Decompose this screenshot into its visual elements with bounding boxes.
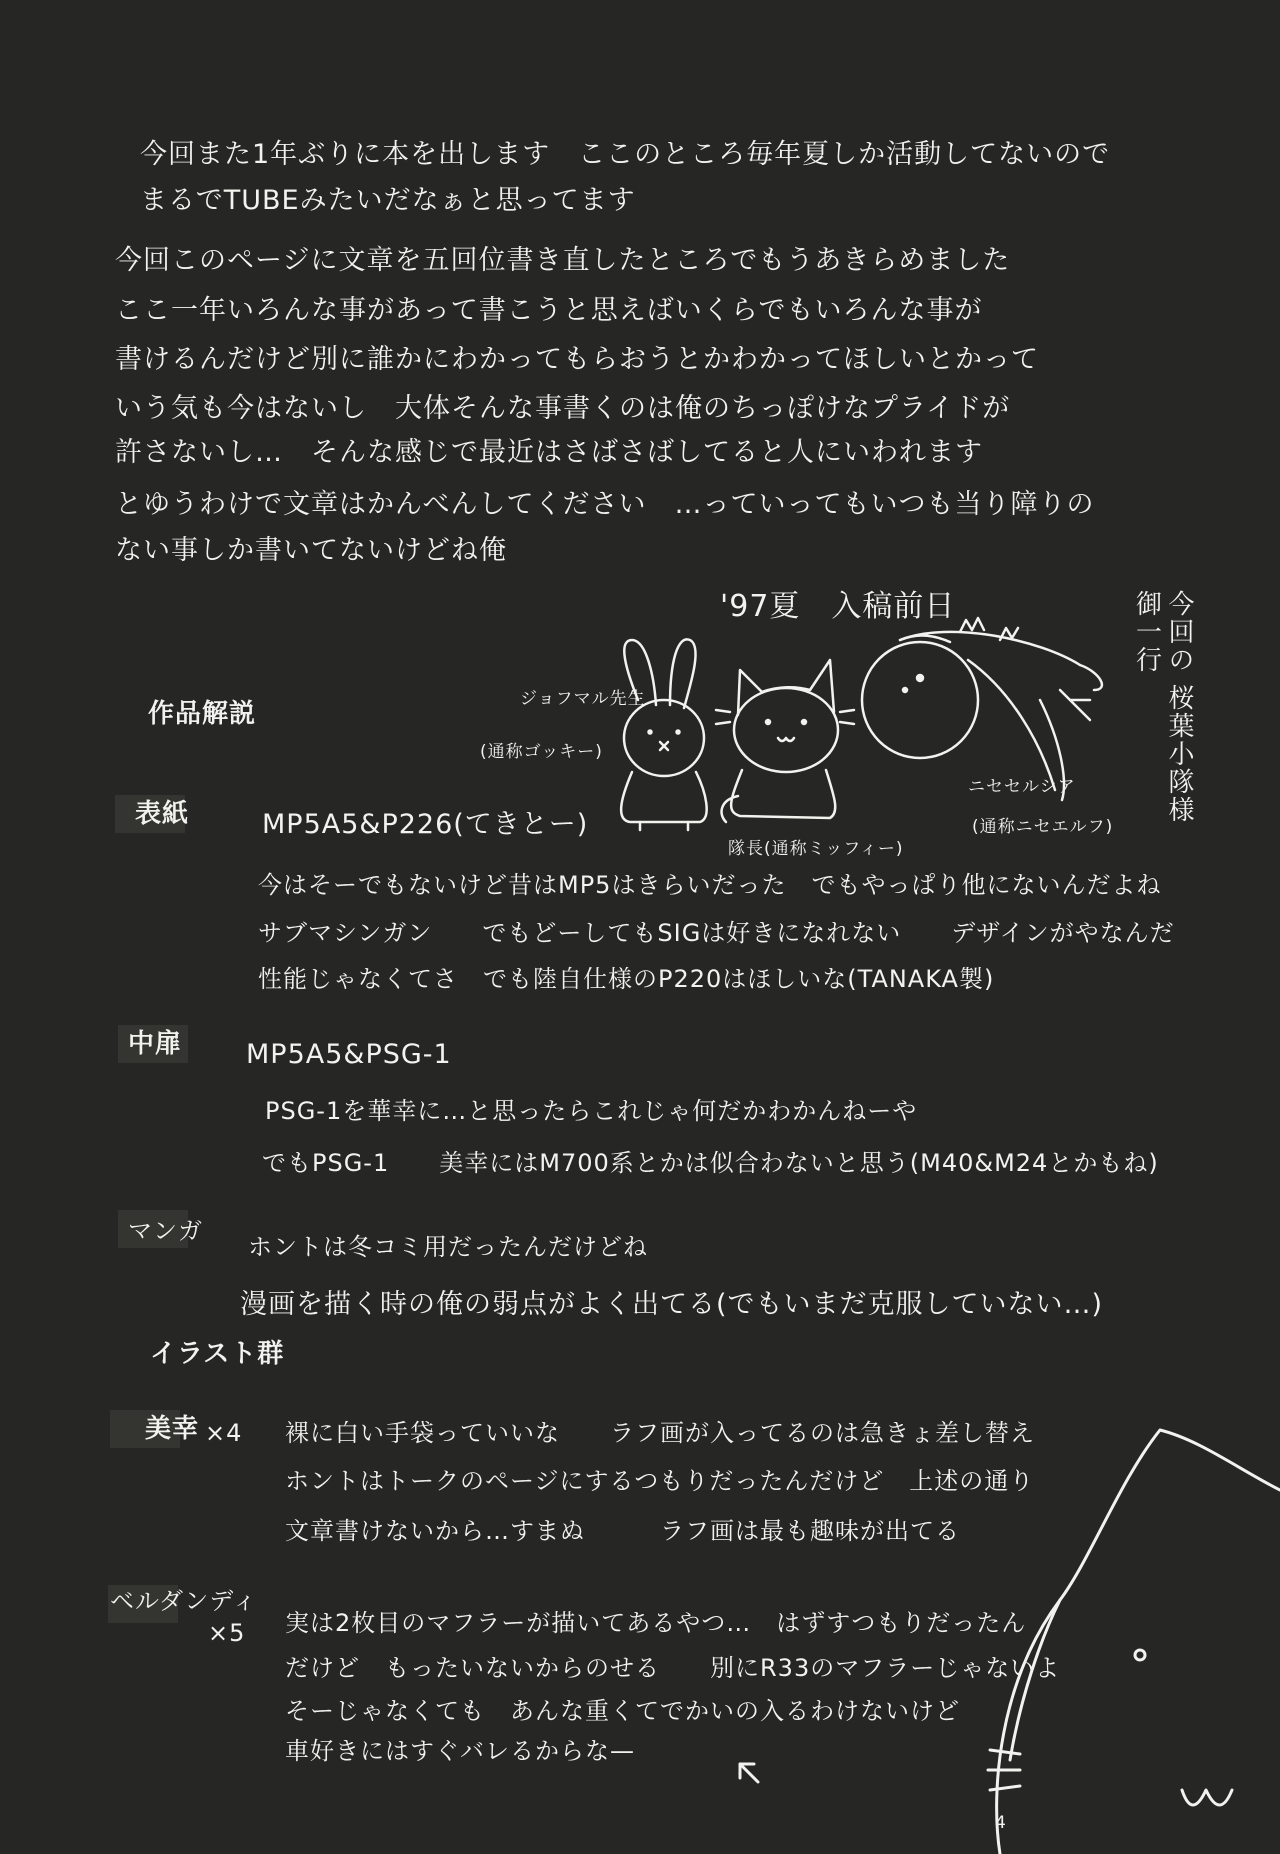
manga-line-2: 漫画を描く時の俺の弱点がよく出てる(でもいまだ克服していない…) [240, 1289, 1104, 1320]
inner-line-2: でもPSG-1 美幸にはM700系とかは似合わないと思う(M40&M24とかもね) [262, 1149, 1159, 1177]
intro-line-3: 今回このページに文章を五回位書き直したところでもうあきらめました [115, 245, 1011, 276]
cat-label: 隊長(通称ミッフィー) [728, 839, 904, 859]
manga-line-1: ホントは冬コミ用だったんだけどね [248, 1233, 648, 1261]
group-title-line-1: 今回の [1164, 590, 1194, 674]
illust-heading: イラスト群 [150, 1339, 285, 1369]
miyuki-line-3: 文章書けないから…すまぬ ラフ画は最も趣味が出てる [285, 1517, 960, 1545]
cover-line-2: サブマシンガン でもどーしてもSIGは好きになれない デザインがやなんだ [258, 919, 1175, 947]
group-title-line-3: 御一行 [1131, 590, 1162, 674]
miyuki-line-2: ホントはトークのページにするつもりだったんだけど 上述の通り [285, 1467, 1035, 1495]
inner-line-1: PSG-1を華幸に…と思ったらこれじゃ何だかわかんねーや [265, 1097, 918, 1125]
verdandy-line-3: そーじゃなくても あんな重くてでかいの入るわけないけど [285, 1697, 960, 1725]
page-number: 4 [995, 1813, 1007, 1833]
group-title-line-2: 桜葉小隊様 [1164, 684, 1194, 825]
intro-line-8: とゆうわけで文章はかんべんしてください …っていってもいつも当り障りの [115, 489, 1095, 520]
arrow-icon [740, 1764, 758, 1782]
date-note: '97夏 入稿前日 [720, 589, 956, 624]
verdandy-label: ベルダンディ [110, 1587, 258, 1615]
intro-line-1: 今回また1年ぶりに本を出します ここのところ毎年夏しか活動してないので [140, 139, 1111, 170]
cover-line-3: 性能じゃなくてさ でも陸自仕様のP220はほしいな(TANAKA製) [258, 965, 995, 993]
intro-line-2: まるでTUBEみたいだなぁと思ってます [140, 185, 636, 216]
verdandy-line-2: だけど もったいないからのせる 別にR33のマフラーじゃないよ [285, 1654, 1061, 1682]
cover-label: 表紙 [135, 799, 190, 829]
sloth-name-label: ニセセルシア [968, 777, 1076, 797]
commentary-heading: 作品解説 [148, 699, 257, 729]
inner-label: 中扉 [128, 1029, 183, 1059]
verdandy-line-4: 車好きにはすぐバレるからな— [285, 1737, 635, 1765]
cover-line-1: 今はそーでもないけど昔はMP5はきらいだった でもやっぱり他にないんだよね [258, 871, 1162, 899]
verdandy-count: ×5 [208, 1619, 246, 1647]
miyuki-label: 美幸 [145, 1414, 200, 1444]
miyuki-count: ×4 [205, 1419, 243, 1447]
cover-title: MP5A5&P226(てきとー) [262, 809, 589, 840]
miyuki-line-1: 裸に白い手袋っていいな ラフ画が入ってるのは急きょ差し替え [285, 1419, 1035, 1447]
manga-label: マンガ [128, 1217, 203, 1245]
rabbit-nickname-label: (通称ゴッキー) [480, 742, 603, 762]
verdandy-line-1: 実は2枚目のマフラーが描いてあるやつ… はずすつもりだったん [285, 1609, 1027, 1637]
intro-line-7: 許さないし… そんな感じで最近はさばさばしてると人にいわれます [115, 437, 983, 468]
inner-title: MP5A5&PSG-1 [246, 1039, 452, 1070]
intro-line-4: ここ一年いろんな事があって書こうと思えばいくらでもいろんな事が [115, 295, 983, 326]
intro-line-5: 書けるんだけど別に誰かにわかってもらおうとかわかってほしいとかって [115, 344, 1039, 375]
rabbit-name-label: ジョフマル先生 [520, 689, 646, 709]
intro-line-9: ない事しか書いてないけどね俺 [115, 535, 507, 566]
sloth-nickname-label: (通称ニセエルフ) [972, 817, 1114, 837]
intro-line-6: いう気も今はないし 大体そんな事書くのは俺のちっぽけなプライドが [115, 393, 1011, 424]
